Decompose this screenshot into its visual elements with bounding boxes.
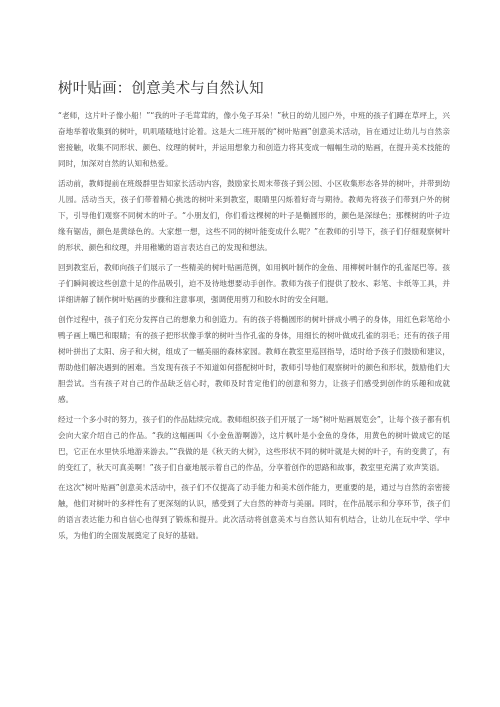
paragraph-6: 在这次“树叶贴画”创意美术活动中，孩子们不仅提高了动手能力和美术创作能力，更重要的是，通过与自然的亲密接触，他们对树叶的多样性有了更深刻的认识，感受到了大自然的神奇与美丽。同时，在作品展示和分享环节，孩子们的语言表达能力和自信心也得到了锻炼和提升。此次活动将创意美术与自然认知有机结合，让幼儿在玩中学、学中乐，为他们的全面发展奠定了良好的基础。	[58, 483, 450, 540]
paragraph-5: 经过一个多小时的努力，孩子们的作品陆续完成。教师组织孩子们开展了一场“树叶贴画展览会”，让每个孩子都有机会向大家介绍自己的作品。“我的这幅画叫《小金鱼游啊游》，这片枫叶是小金鱼的身体，用黄色的树叶做成它的尾巴，它正在水里快乐地游来游去。”“我做的是《秋天的大树》，这些形状不同的树叶就是大树的叶子，有的变黄了，有的变红了，秋天可真美啊！”孩子们自豪地展示着自己的作品，分享着创作的思路和故事，教室里充满了欢声笑语。	[58, 415, 450, 472]
paragraph-4: 创作过程中，孩子们充分发挥自己的想象力和创造力。有的孩子将椭圆形的树叶拼成小鸭子的身体，用红色彩笔给小鸭子画上嘴巴和眼睛；有的孩子把形状像手掌的树叶当作孔雀的身体，用细长的树叶做成孔雀的羽毛；还有的孩子用树叶拼出了太阳、房子和大树，组成了一幅美丽的森林家园。教师在教室里巡回指导，适时给予孩子们鼓励和建议，帮助他们解决遇到的困难。当发现有孩子不知道如何搭配树叶时，教师引导他们观察树叶的颜色和形状，鼓励他们大胆尝试。当有孩子对自己的作品缺乏信心时，教师及时肯定他们的创意和努力，让孩子们感受到创作的乐趣和成就感。	[58, 315, 450, 404]
page-title: 树叶贴画：创意美术与自然认知	[58, 81, 264, 97]
document-body	[58, 108, 450, 548]
paragraph-1: “老师，这片叶子像小船！”“我的叶子毛茸茸的，像小兔子耳朵！”秋日的幼儿园户外，中班的孩子们蹲在草坪上，兴奋地举着收集到的树叶，叽叽喳喳地讨论着。这是大二班开展的“树叶贴画”创意美术活动，旨在通过让幼儿与自然亲密接触，收集不同形状、颜色、纹理的树叶，并运用想象力和创造力将其变成一幅幅生动的贴画，在提升美术技能的同时，加深对自然的认知和热爱。	[58, 111, 450, 168]
paragraph-3: 回到教室后，教师向孩子们展示了一些精美的树叶贴画范例，如用枫叶制作的金鱼、用柳树叶制作的孔雀尾巴等。孩子们瞬间被这些创意十足的作品吸引，迫不及待地想要动手创作。教师为孩子们提供了胶水、彩笔、卡纸等工具，并详细讲解了制作树叶贴画的步骤和注意事项，强调使用剪刀和胶水时的安全问题。	[58, 263, 450, 304]
paragraph-2: 活动前，教师提前在班级群里告知家长活动内容，鼓励家长周末带孩子到公园、小区收集形态各异的树叶，并带到幼儿园。活动当天，孩子们带着精心挑选的树叶来到教室，眼睛里闪烁着好奇与期待。教师先将孩子们带到户外的树下，引导他们观察不同树木的叶子。“小朋友们，你们看这棵树的叶子是椭圆形的，颜色是深绿色；那棵树的叶子边缘有锯齿，颜色是黄绿色的。大家想一想，这些不同的树叶能变成什么呢？”在教师的引导下，孩子们仔细观察树叶的形状、颜色和纹理，并用稚嫩的语言表达自己的发现和想法。	[58, 179, 450, 252]
